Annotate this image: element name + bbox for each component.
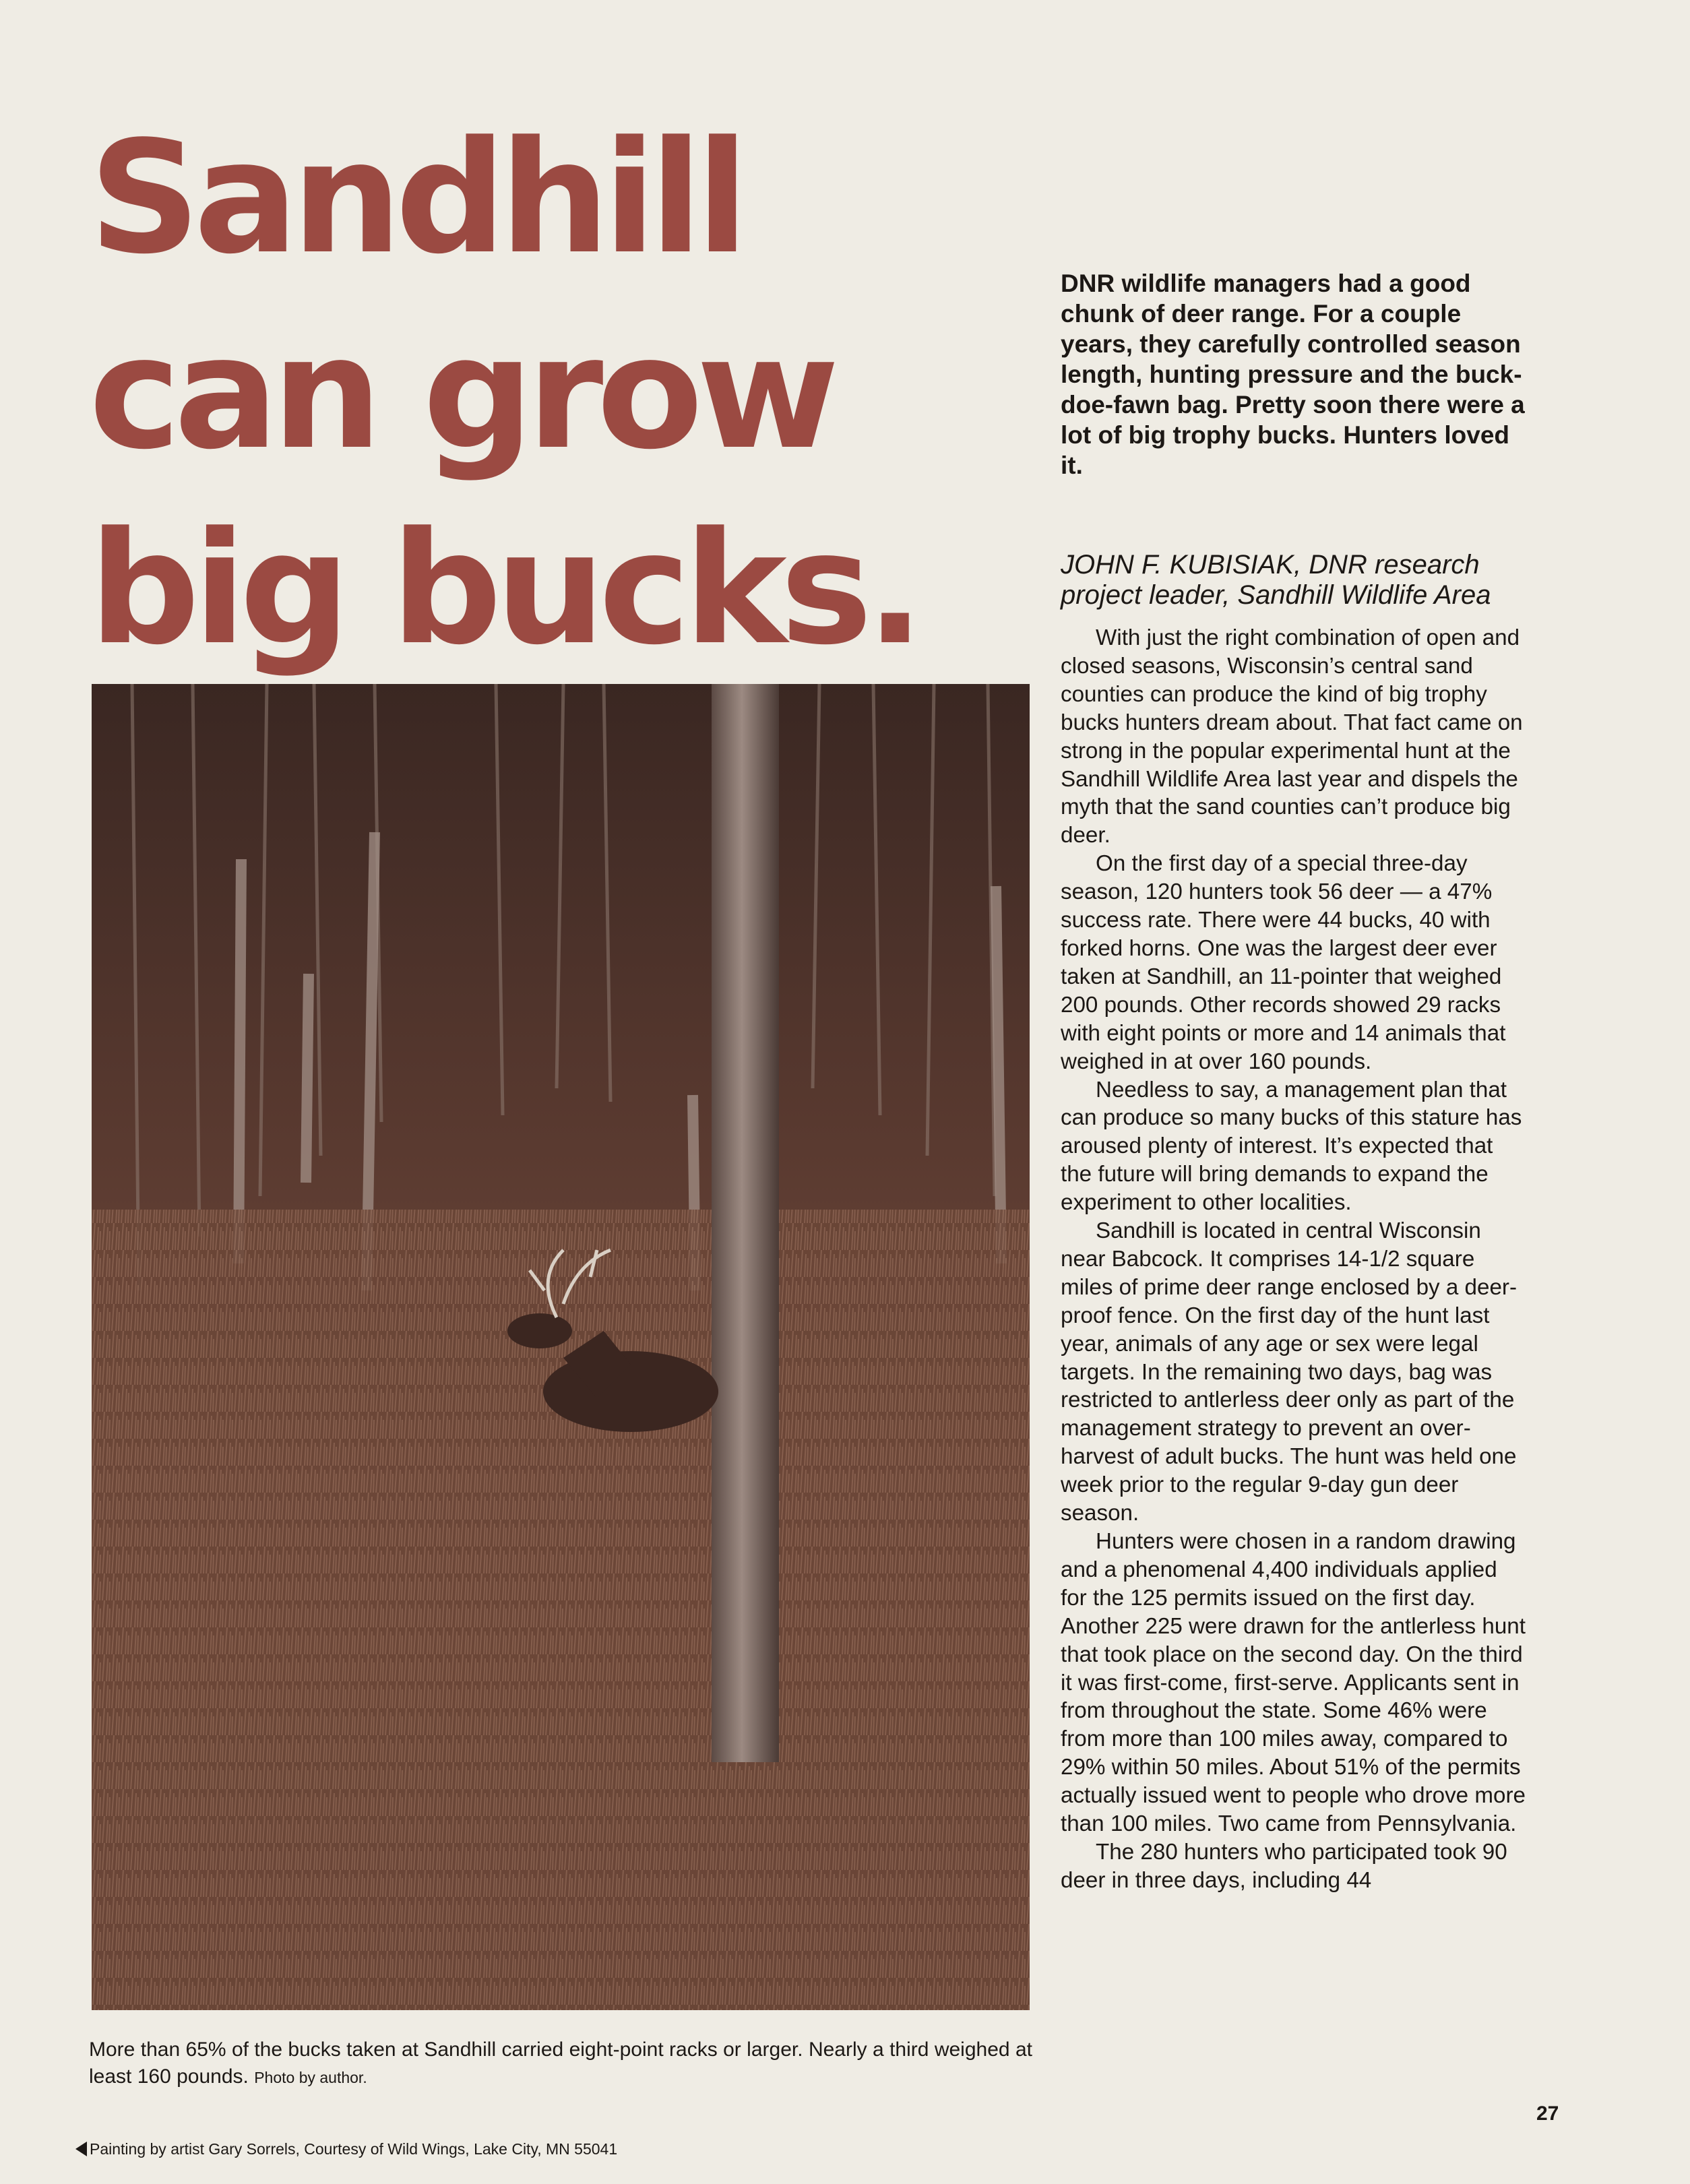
caption-text: More than 65% of the bucks taken at Sandhill carried eight-point racks or larger. Nearly a third weighed at least 160 pounds. <box>89 2038 1032 2088</box>
byline-line-2: project leader, Sandhill Wildlife Area <box>1061 580 1491 610</box>
body-paragraph: Hunters were chosen in a random drawing and a phenomenal 4,400 individuals applied for the 125 permits issued on the first day. Another 225 were drawn for the antlerless hunt that took place on the second day. On the third it was first-come, first-serve. Applicants sent in from throughout the state. Some 46% were from more than 100 miles away, compared to 29% within 50 miles. About 51% of the permits actually issued went to people who drove more than 100 miles. Two came from Pennsylvania. <box>1061 1529 1526 1837</box>
body-paragraph: On the first day of a special three-day season, 120 hunters took 56 deer — a 47% success rate. There were 44 bucks, 40 with forked horns. One was the largest deer ever taken at Sandhill, an 11-pointer that weighed 200 pounds. Other records showed 29 racks with eight points or more and 14 animals that weighed in at over 160 pounds. <box>1061 851 1506 1074</box>
headline-line-1: Sandhill <box>89 108 743 288</box>
article-headline <box>89 101 965 687</box>
painting-credit <box>75 2140 617 2158</box>
photo-credit: Photo by author. <box>254 2069 367 2086</box>
headline-line-2: can grow <box>89 304 833 484</box>
headline-line-3: big bucks. <box>89 499 918 679</box>
article-deck: DNR wildlife managers had a good chunk of deer range. For a couple years, they carefully controlled season length, hunting pressure and the buck-doe-fawn bag. Pretty soon there were a lot of big trophy bucks. Hunters loved it. <box>1061 270 1525 479</box>
buck-in-woods-photo <box>92 684 1030 2010</box>
painting-credit-text: Painting by artist Gary Sorrels, Courtesy of Wild Wings, Lake City, MN 55041 <box>90 2140 618 2158</box>
body-paragraph: Sandhill is located in central Wisconsin near Babcock. It comprises 14-1/2 square miles of prime deer range enclosed by a deer-proof fence. On the first day of the hunt last year, animals of any age or sex were legal targets. In the remaining two days, bag was restricted to antlerless deer only as part of the management strategy to prevent an over-harvest of adult bucks. The hunt was held one week prior to the regular 9-day gun deer season. <box>1061 1218 1517 1526</box>
body-paragraph: The 280 hunters who participated took 90 deer in three days, including 44 <box>1061 1839 1507 1893</box>
photo-caption <box>89 2036 1032 2091</box>
byline-line-1: JOHN F. KUBISIAK, DNR research <box>1061 550 1480 580</box>
arrow-left-icon <box>75 2142 87 2156</box>
page-number: 27 <box>1536 2102 1559 2125</box>
body-paragraph: With just the right combination of open and closed seasons, Wisconsin’s central sand counties can produce the kind of big trophy bucks hunters dream about. That fact came on strong in the popular experimental hunt at the Sandhill Wildlife Area last year and dispels the myth that the sand counties can’t produce big deer. <box>1061 625 1523 848</box>
article-body <box>1061 624 1526 1895</box>
body-paragraph: Needless to say, a management plan that can produce so many bucks of this stature has aroused plenty of interest. It’s expected that the future will bring demands to expand the experiment to other localities. <box>1061 1077 1522 1216</box>
author-byline <box>1061 550 1532 611</box>
